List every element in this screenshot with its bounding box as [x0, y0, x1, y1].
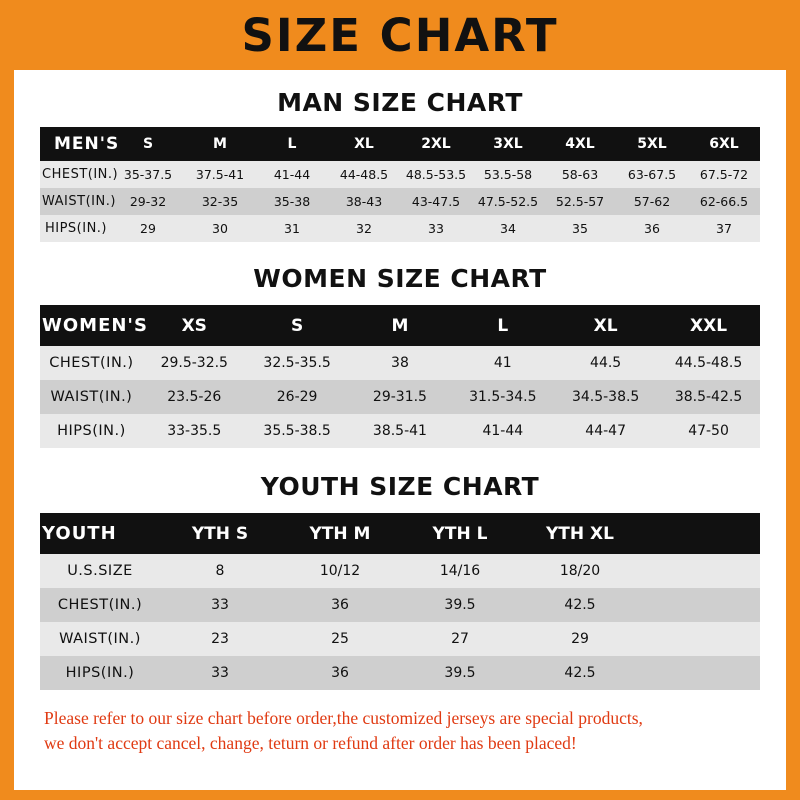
table-cell: 37	[716, 221, 732, 236]
table-cell: 29.5-32.5	[160, 355, 228, 371]
table-row	[40, 215, 760, 242]
table-cell: 35-37.5	[123, 167, 173, 182]
youth-header-spacer	[640, 513, 760, 554]
table-cell: 35.5-38.5	[263, 423, 331, 439]
table-row	[40, 554, 760, 588]
table-cell: 33	[428, 221, 444, 236]
youth-table-head	[40, 513, 760, 554]
table-cell: 30	[212, 221, 228, 236]
table-cell: 31.5-34.5	[469, 389, 537, 405]
women-header-cell: XL	[593, 315, 618, 336]
youth-size-table	[40, 513, 760, 690]
table-cell: 36	[644, 221, 660, 236]
man-table-head	[40, 127, 760, 161]
table-cell: 23	[211, 631, 229, 647]
table-row	[40, 414, 760, 448]
table-cell: 33	[211, 665, 229, 681]
table-cell-spacer	[640, 656, 760, 690]
man-header-cell: XL	[354, 136, 374, 152]
table-cell: 10/12	[319, 563, 361, 579]
table-cell: 37.5-41	[195, 167, 245, 182]
table-cell: 32.5-35.5	[263, 355, 331, 371]
women-section-title: WOMEN SIZE CHART	[253, 264, 547, 293]
table-cell: 18/20	[559, 563, 601, 579]
table-row	[40, 622, 760, 656]
header-banner	[0, 0, 800, 70]
women-table-head	[40, 305, 760, 346]
row-label: HIPS(IN.)	[57, 423, 126, 439]
table-cell: 52.5-57	[555, 194, 605, 209]
women-header-cell: L	[497, 315, 509, 336]
row-label: HIPS(IN.)	[65, 665, 135, 681]
table-cell: 41	[493, 355, 512, 371]
table-cell-spacer	[640, 622, 760, 656]
table-row	[40, 588, 760, 622]
table-cell: 44.5	[590, 355, 622, 371]
women-header-cell: XXL	[690, 315, 728, 336]
table-cell: 62-66.5	[699, 194, 749, 209]
table-cell: 14/16	[439, 563, 481, 579]
youth-section-title: YOUTH SIZE CHART	[260, 472, 540, 501]
man-header-cell: L	[287, 136, 297, 152]
man-header-cell: 5XL	[637, 136, 667, 152]
table-cell: 38	[391, 355, 409, 371]
table-cell: 33-35.5	[167, 423, 222, 439]
table-cell: 41-44	[482, 423, 524, 439]
table-header-row	[40, 127, 760, 161]
row-label: WAIST(IN.)	[50, 389, 133, 405]
table-cell: 32	[356, 221, 372, 236]
table-cell: 48.5-53.5	[405, 167, 467, 182]
row-label: U.S.SIZE	[67, 563, 133, 579]
table-cell: 35-38	[273, 194, 311, 209]
row-label: CHEST(IN.)	[57, 597, 143, 613]
women-header-cell: M	[391, 315, 409, 336]
table-cell: 31	[284, 221, 300, 236]
youth-header-label: YOUTH	[42, 523, 117, 544]
youth-table-body	[40, 554, 760, 690]
table-cell: 8	[215, 563, 225, 579]
table-cell: 25	[331, 631, 349, 647]
table-cell: 32-35	[201, 194, 239, 209]
table-cell: 29	[571, 631, 589, 647]
table-cell: 36	[331, 665, 349, 681]
table-cell: 29-31.5	[372, 389, 427, 405]
table-cell: 34.5-38.5	[571, 389, 640, 405]
table-row	[40, 656, 760, 690]
footer-note-line-2: we don't accept cancel, change, teturn or refund after order has been placed!	[44, 733, 577, 754]
row-label: CHEST(IN.)	[49, 355, 134, 371]
table-header-row	[40, 305, 760, 346]
row-label: WAIST(IN.)	[59, 631, 141, 647]
table-row	[40, 161, 760, 188]
women-header-cell: XS	[181, 315, 207, 336]
footer-note-line-1: Please refer to our size chart before order,the customized jerseys are special products,	[44, 708, 643, 728]
table-cell: 23.5-26	[167, 389, 222, 405]
chart-content	[14, 88, 786, 757]
table-cell: 44-48.5	[339, 167, 389, 182]
youth-header-cell: YTH M	[309, 523, 371, 544]
table-cell: 36	[331, 597, 349, 613]
table-cell: 39.5	[444, 665, 476, 681]
table-row	[40, 188, 760, 215]
table-cell: 35	[572, 221, 588, 236]
bottom-accent-strip	[0, 790, 800, 800]
table-cell: 27	[451, 631, 469, 647]
table-header-row	[40, 513, 760, 554]
table-cell: 29-32	[129, 194, 167, 209]
footer-note	[40, 706, 760, 757]
table-cell: 42.5	[564, 597, 596, 613]
row-label: HIPS(IN.)	[44, 221, 108, 236]
row-label: CHEST(IN.)	[42, 167, 119, 182]
youth-header-cell: YTH L	[432, 523, 488, 544]
man-header-cell: 3XL	[493, 136, 523, 152]
women-table-body	[40, 346, 760, 448]
page-title: SIZE CHART	[241, 8, 559, 62]
table-cell: 29	[140, 221, 156, 236]
table-cell: 43-47.5	[411, 194, 461, 209]
women-header-label: WOMEN'S	[42, 315, 148, 336]
women-size-table	[40, 305, 760, 448]
table-cell: 63-67.5	[627, 167, 677, 182]
table-cell: 38.5-42.5	[674, 389, 743, 405]
table-row	[40, 380, 760, 414]
table-cell: 34	[500, 221, 516, 236]
table-cell: 26-29	[276, 389, 318, 405]
table-cell: 58-63	[561, 167, 599, 182]
man-table-body	[40, 161, 760, 242]
table-cell: 38.5-41	[372, 423, 427, 439]
table-cell: 47-50	[688, 423, 729, 439]
man-size-table	[40, 127, 760, 242]
man-header-cell: 4XL	[565, 136, 595, 152]
table-cell: 47.5-52.5	[477, 194, 539, 209]
table-cell: 33	[211, 597, 229, 613]
table-cell: 53.5-58	[483, 167, 533, 182]
table-cell: 39.5	[444, 597, 476, 613]
table-cell: 44-47	[585, 423, 626, 439]
table-cell: 44.5-48.5	[674, 355, 743, 371]
man-header-cell: S	[142, 136, 154, 152]
table-cell-spacer	[640, 588, 760, 622]
man-header-cell: M	[213, 136, 227, 152]
table-cell: 57-62	[633, 194, 671, 209]
table-cell-spacer	[640, 554, 760, 588]
man-header-cell: 6XL	[709, 136, 739, 152]
youth-header-cell: YTH XL	[546, 523, 614, 544]
youth-header-cell: YTH S	[191, 523, 249, 544]
man-section-title: MAN SIZE CHART	[277, 88, 523, 117]
women-header-cell: S	[290, 315, 304, 336]
table-cell: 38-43	[345, 194, 383, 209]
table-cell: 41-44	[273, 167, 311, 182]
man-header-cell: 2XL	[421, 136, 451, 152]
table-cell: 67.5-72	[699, 167, 749, 182]
table-cell: 42.5	[564, 665, 596, 681]
row-label: WAIST(IN.)	[42, 194, 116, 209]
table-row	[40, 346, 760, 380]
man-header-label: MEN'S	[54, 134, 120, 154]
